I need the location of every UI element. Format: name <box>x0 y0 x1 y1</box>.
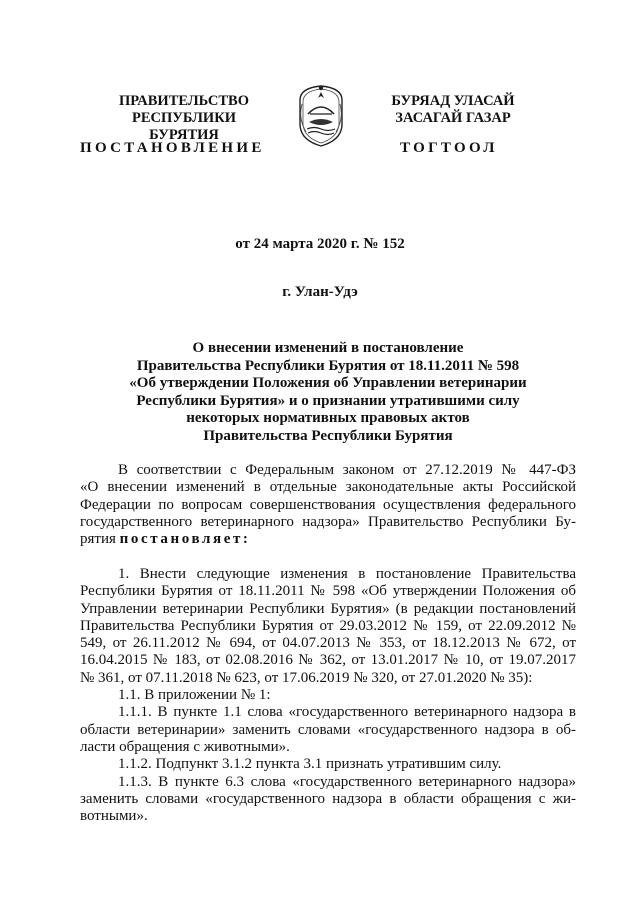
decree-word: постановляет: <box>119 531 251 548</box>
title-line: О внесении изменений в постановление <box>192 340 464 356</box>
item-1-1-1-line: ласти обращения с животными». <box>80 738 290 755</box>
item-1-line: 16.04.2015 № 183, от 02.08.2016 № 362, от 13.01.2017 № 10, от 19.07.2017 <box>80 652 576 669</box>
preamble-line: В соответствии с Федеральным законом от 27.12.2019 № 447-ФЗ <box>118 462 576 478</box>
preamble-tail: рятия <box>80 531 120 548</box>
document-city: г. Улан-Удэ <box>282 284 358 300</box>
title-line: некоторых нормативных правовых актов <box>186 410 470 427</box>
header-left-line2: РЕСПУБЛИКИ БУРЯТИЯ <box>131 110 237 143</box>
item-1-1-1-line: области ветеринарии» заменить словами «государственного надзора в об- <box>80 721 576 738</box>
item-1-paragraph <box>80 566 576 825</box>
item-1-line: 549, от 26.11.2012 № 694, от 04.07.2013 № 353, от 18.12.2013 № 672, от <box>80 635 576 652</box>
preamble-line: государственного ветеринарного надзора» Правительство Республики Бу- <box>80 513 576 530</box>
preamble-line: Федерации по вопросам совершенствования осуществления федерального <box>80 496 576 513</box>
item-1-1-3-line: заменить словами «государственного надзора в области обращения с жи- <box>80 790 576 807</box>
doc-type-left: ПОСТАНОВЛЕНИЕ <box>80 140 265 156</box>
title-line: Республики Бурятия» и о признании утратившими силу <box>136 392 520 409</box>
title-line: Правительства Республики Бурятия <box>203 427 453 444</box>
item-1-line: Республики Бурятия от 18.11.2011 № 598 «Об утверждении Положения об <box>80 583 576 600</box>
item-1-1-2: 1.1.2. Подпункт 3.1.2 пункта 3.1 признать утратившим силу. <box>118 756 502 773</box>
document-date-number: от 24 марта 2020 г. № 152 <box>235 236 405 252</box>
buryatia-coat-of-arms-icon <box>296 82 346 148</box>
header-left-block <box>98 93 270 144</box>
item-1-line: № 361, от 07.11.2018 № 623, от 17.06.2019 № 320, от 27.01.2020 № 35): <box>80 669 533 686</box>
document-title <box>80 340 576 446</box>
title-line: Правительства Республики Бурятия от 18.11.2011 № 598 <box>136 357 520 374</box>
header-right-line2: ЗАСАГАЙ ГАЗАР <box>395 110 511 126</box>
preamble-paragraph <box>80 462 576 548</box>
doc-type-right: ТОГТООЛ <box>400 140 498 156</box>
item-1-line: Правительства Республики Бурятия от 29.03.2012 № 159, от 22.09.2012 № <box>80 617 576 634</box>
item-1-1-3-line: 1.1.3. В пункте 6.3 слова «государственного ветеринарного надзора» <box>118 773 576 790</box>
header-right-line1: БУРЯАД УЛАСАЙ <box>391 93 515 109</box>
item-1-1: 1.1. В приложении № 1: <box>118 687 271 704</box>
header-right-block <box>374 93 532 127</box>
item-1-1-1-line: 1.1.1. В пункте 1.1 слова «государственного ветеринарного надзора в <box>118 704 576 721</box>
header-left-line1: ПРАВИТЕЛЬСТВО <box>119 93 249 109</box>
item-1-line: Управлении ветеринарии Республики Бурятия» (в редакции постановлений <box>80 600 576 617</box>
item-1-line: 1. Внести следующие изменения в постановление Правительства <box>118 566 576 582</box>
preamble-last-line <box>80 531 576 548</box>
title-line: «Об утверждении Положения об Управлении ветеринарии <box>129 375 527 392</box>
preamble-line: «О внесении изменений в отдельные законодательные акты Российской <box>80 479 576 496</box>
item-1-1-3-line: вотными». <box>80 808 148 825</box>
